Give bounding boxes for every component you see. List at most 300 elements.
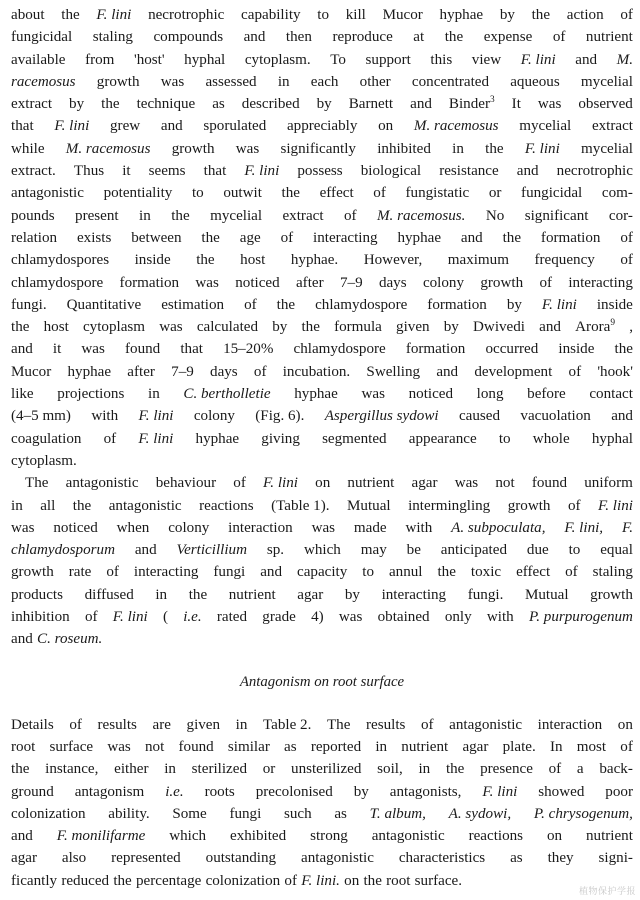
word: mycelial: [210, 207, 263, 224]
word: of: [620, 252, 633, 269]
word: after: [127, 363, 155, 380]
word: interaction: [228, 519, 293, 536]
word: the: [485, 140, 504, 157]
word: i.e.: [183, 609, 202, 626]
word: rate: [68, 564, 92, 581]
word: formation: [405, 341, 466, 358]
word: in: [452, 140, 464, 157]
word: F. lini,: [564, 519, 604, 536]
word: fungi.: [11, 296, 47, 313]
word: grade: [262, 609, 296, 626]
word: like: [11, 386, 34, 403]
word: F. lini: [96, 7, 132, 23]
word: nutrient: [585, 828, 633, 845]
word: Barnett: [348, 96, 394, 113]
word: and: [243, 29, 266, 46]
word: similar: [227, 738, 270, 755]
word: they: [547, 850, 574, 867]
word: it: [52, 341, 62, 358]
word: ability.: [108, 805, 150, 822]
word: of: [421, 716, 434, 733]
word: extract: [11, 96, 53, 113]
word: of: [106, 564, 119, 581]
word: in: [375, 738, 388, 755]
word: F. lini: [112, 609, 148, 626]
word: reactions: [468, 828, 524, 845]
text-line: [11, 182, 633, 204]
word: long: [476, 386, 504, 403]
word: hyphal: [591, 430, 633, 447]
word: concentrated: [411, 73, 490, 90]
word: hyphae: [397, 229, 442, 246]
word: F. lini: [597, 497, 633, 514]
text-line: [11, 138, 633, 160]
word: are: [152, 716, 171, 733]
word: and: [160, 118, 183, 135]
word: the: [614, 341, 633, 358]
word: F. lini: [541, 296, 577, 313]
word: M.: [616, 51, 633, 68]
word: extract.: [11, 163, 56, 180]
word: the: [276, 296, 296, 313]
word: while: [11, 140, 45, 157]
word: characteristics: [398, 850, 486, 867]
word: after: [295, 274, 324, 291]
word: the: [61, 7, 80, 23]
word: Swelling: [366, 363, 421, 380]
word: was: [361, 386, 385, 403]
word: reproduce: [332, 29, 393, 46]
word: reduced: [61, 872, 110, 889]
word: interacting: [133, 564, 199, 581]
word: anticipated: [440, 542, 507, 559]
word: F. lini: [524, 140, 560, 157]
word: back-: [599, 761, 633, 778]
word: cytoplasm.: [244, 51, 311, 68]
word: products: [11, 586, 63, 603]
word: 15–20%: [223, 341, 274, 358]
word: growth: [590, 586, 633, 603]
word: significant: [524, 207, 589, 224]
word: of: [620, 738, 633, 755]
word: Arora$^9$: [575, 318, 616, 336]
word: found: [178, 738, 214, 755]
word: nutrient: [228, 586, 276, 603]
word: the: [363, 872, 382, 889]
word: ground: [11, 783, 54, 800]
word: P. chrysogenum,: [533, 805, 633, 822]
word: growth: [480, 274, 524, 291]
word: observed: [578, 96, 633, 113]
word: i.e.: [165, 783, 184, 800]
word: whole: [532, 430, 570, 447]
word: the: [188, 586, 208, 603]
word: formula: [334, 319, 382, 336]
word: only: [444, 609, 472, 626]
word: equal: [600, 542, 633, 559]
word: calculated: [196, 319, 259, 336]
word: cytoplasm: [82, 319, 146, 336]
word: (Table 1).: [271, 497, 330, 514]
word: inside: [596, 296, 633, 313]
word: coagulation: [11, 430, 82, 447]
text-line: [11, 26, 633, 48]
word: the: [72, 497, 92, 514]
word: 7–9: [339, 274, 363, 291]
word: noticed: [235, 274, 280, 291]
text-line: [11, 539, 633, 561]
word: hyphal: [184, 51, 226, 68]
word: nutrient: [401, 738, 449, 755]
word: staling: [592, 564, 633, 581]
word: technique: [136, 96, 196, 113]
word: obtained: [377, 609, 430, 626]
word: was: [195, 274, 219, 291]
word: this: [430, 51, 453, 68]
text-line: [11, 249, 633, 271]
word: instance,: [45, 761, 99, 778]
word: and: [11, 828, 33, 845]
word: action: [566, 7, 604, 23]
word: (4–5 mm): [11, 408, 71, 425]
word: by: [316, 96, 332, 113]
word: inhibited: [377, 140, 431, 157]
word: was: [11, 519, 35, 536]
text-line: [11, 71, 633, 93]
word: fungi: [229, 805, 262, 822]
word: in: [139, 207, 151, 224]
word: Some: [172, 805, 207, 822]
word: the: [171, 207, 190, 224]
text-line: [11, 606, 633, 628]
word: antagonists,: [389, 783, 462, 800]
word: Dwivedi: [473, 319, 525, 336]
word: F. lini: [482, 783, 518, 800]
word: and: [11, 341, 33, 358]
word: and: [260, 564, 283, 581]
word: by: [443, 319, 459, 336]
word: antagonistic: [11, 185, 84, 202]
reference-superscript: 9: [610, 318, 616, 329]
word: to: [191, 185, 204, 202]
word: present: [75, 207, 119, 224]
text-line: [11, 472, 633, 494]
word: with: [91, 408, 119, 425]
text-line: [11, 517, 633, 539]
word: segmented: [322, 430, 387, 447]
word: and: [611, 408, 633, 425]
word: showed: [538, 783, 585, 800]
text-line: [11, 227, 633, 249]
word: that: [203, 163, 227, 180]
word: the: [301, 319, 320, 336]
text-line: [11, 758, 633, 780]
word: T. album,: [369, 805, 426, 822]
word: roots: [204, 783, 235, 800]
word: of: [284, 872, 297, 889]
word: nutrient: [585, 29, 633, 46]
word: to: [317, 7, 330, 23]
word: to: [498, 430, 511, 447]
word: either: [114, 761, 149, 778]
word: found: [125, 341, 161, 358]
word: development: [474, 363, 553, 380]
word: before: [527, 386, 566, 403]
word: was: [311, 519, 336, 536]
word: extract: [282, 207, 324, 224]
word: which: [303, 542, 341, 559]
word: necrotrophic: [556, 163, 633, 180]
page: [11, 4, 633, 892]
word: or: [488, 185, 502, 202]
word: F. lini: [138, 430, 174, 447]
word: M. racemosus: [413, 118, 499, 135]
section-heading: Antagonism on root surface: [239, 673, 405, 690]
word: hyphae: [67, 363, 112, 380]
text-line: [11, 495, 633, 517]
word: Thus: [73, 163, 105, 180]
word: of: [548, 761, 562, 778]
word: results: [97, 716, 137, 733]
word: from: [85, 51, 115, 68]
text-line: [11, 405, 633, 427]
word: about: [11, 7, 45, 23]
word: that: [11, 118, 34, 135]
word: noticed: [408, 386, 454, 403]
word: inside: [134, 252, 171, 269]
word: incubation.: [282, 363, 351, 380]
word: it: [122, 163, 131, 180]
word: cor-: [608, 207, 633, 224]
word: by: [506, 296, 522, 313]
word: assessed: [205, 73, 257, 90]
word: such: [284, 805, 312, 822]
word: colony: [422, 274, 465, 291]
word: growth: [96, 73, 140, 90]
word: reported: [310, 738, 362, 755]
text-line: [11, 825, 633, 847]
word: vacuolation: [520, 408, 591, 425]
word: or: [262, 761, 276, 778]
word: percentage: [135, 872, 202, 889]
word: hyphae: [294, 386, 338, 403]
word: behaviour: [155, 475, 217, 492]
word: relation: [11, 229, 58, 246]
word: chlamydospore: [11, 274, 104, 291]
word: may: [360, 542, 387, 559]
word: expense: [483, 29, 533, 46]
word: fungistatic: [405, 185, 470, 202]
word: due: [526, 542, 549, 559]
word: The: [326, 716, 351, 733]
word: in: [235, 716, 248, 733]
word: as: [212, 96, 225, 113]
word: compounds: [153, 29, 224, 46]
text-line: [11, 294, 633, 316]
word: Aspergillus sydowi: [324, 408, 439, 425]
word: agar: [462, 738, 489, 755]
word: 4): [311, 609, 324, 626]
word: with: [486, 609, 514, 626]
word: and: [436, 363, 459, 380]
word: extract: [591, 118, 633, 135]
word: nutrient: [347, 475, 395, 492]
word: not: [495, 475, 515, 492]
word: growth: [171, 140, 215, 157]
word: However,: [363, 252, 423, 269]
word: noticed: [53, 519, 98, 536]
word: the: [502, 229, 522, 246]
word: 'hook': [597, 363, 633, 380]
word: the: [201, 229, 220, 246]
text-line: [11, 93, 633, 115]
word: agar: [11, 850, 37, 867]
word: colonization: [205, 872, 281, 889]
word: 7–9: [171, 363, 194, 380]
word: toxic: [470, 564, 502, 581]
word: and: [410, 96, 432, 113]
word: root: [11, 738, 36, 755]
word: necrotrophic: [148, 7, 225, 23]
word: uniform: [584, 475, 633, 492]
word: interacting: [313, 229, 378, 246]
word: of: [620, 229, 633, 246]
word: outwit: [223, 185, 262, 202]
word: be: [406, 542, 421, 559]
word: on: [617, 716, 633, 733]
word: annul: [388, 564, 423, 581]
word: antagonistic: [449, 716, 523, 733]
word: by: [353, 783, 369, 800]
word: and: [460, 229, 483, 246]
paragraph-3: [11, 714, 633, 892]
word: chlamydospore: [293, 341, 386, 358]
word: inhibition: [11, 609, 70, 626]
word: The: [25, 475, 49, 492]
word: colony: [168, 519, 210, 536]
word: effect: [516, 564, 551, 581]
word: by: [499, 7, 515, 23]
word: interacting: [381, 586, 447, 603]
word: Verticillium: [176, 542, 247, 559]
word: other: [359, 73, 391, 90]
word: mycelial: [519, 118, 572, 135]
word: capacity: [297, 564, 348, 581]
word: then: [285, 29, 312, 46]
word: found: [531, 475, 568, 492]
word: appearance: [408, 430, 477, 447]
word: surface: [49, 738, 94, 755]
word: chlamydosporum: [11, 542, 115, 559]
word: hyphae.: [290, 252, 339, 269]
word: sporulated: [203, 118, 267, 135]
word: given: [396, 319, 430, 336]
word: between: [131, 229, 182, 246]
word: the: [101, 96, 120, 113]
word: the: [196, 252, 215, 269]
word: the: [11, 319, 30, 336]
word: projections: [57, 386, 125, 403]
text-line: [11, 272, 633, 294]
word: mycelial: [580, 73, 633, 90]
word: in: [155, 586, 168, 603]
word: F. lini.: [301, 872, 340, 889]
text-line: [11, 736, 633, 758]
word: most: [576, 738, 607, 755]
word: of: [244, 296, 257, 313]
word: It: [511, 96, 521, 113]
word: antagonism: [74, 783, 145, 800]
word: aqueous: [510, 73, 560, 90]
text-line: [11, 205, 633, 227]
word: on: [315, 475, 331, 492]
word: fungi: [213, 564, 246, 581]
word: Details: [11, 716, 54, 733]
word: and: [134, 542, 157, 559]
word: host: [43, 319, 69, 336]
word: at: [413, 29, 425, 46]
word: a: [576, 761, 584, 778]
word: of: [552, 29, 566, 46]
word: possess: [297, 163, 343, 180]
word: diffused: [84, 586, 134, 603]
word: made: [353, 519, 387, 536]
word: Mutual: [524, 586, 569, 603]
word: the: [531, 7, 551, 23]
word: when: [116, 519, 150, 536]
word: contact: [589, 386, 633, 403]
word: precolonised: [255, 783, 333, 800]
word: the: [437, 564, 456, 581]
word: inside: [558, 341, 595, 358]
word: pounds: [11, 207, 55, 224]
word: significantly: [280, 140, 356, 157]
word: not: [145, 738, 165, 755]
word: fungi.: [467, 586, 504, 603]
word: F. lini: [244, 163, 280, 180]
word: formation: [119, 274, 180, 291]
word: of: [84, 609, 98, 626]
word: (: [162, 609, 168, 626]
word: was: [454, 475, 479, 492]
word: as: [334, 805, 347, 822]
word: to: [362, 564, 374, 581]
word: given: [186, 716, 221, 733]
word: that: [180, 341, 203, 358]
word: represented: [111, 850, 181, 867]
word: and: [11, 631, 33, 648]
word: giving: [261, 430, 300, 447]
word: of: [568, 363, 582, 380]
word: poor: [605, 783, 633, 800]
word: of: [373, 185, 386, 202]
word: ,: [629, 319, 633, 336]
word: was: [537, 96, 562, 113]
word: growth: [507, 497, 551, 514]
word: staling: [92, 29, 133, 46]
word: colony: [193, 408, 235, 425]
word: sterilized: [191, 761, 247, 778]
word: exists: [76, 229, 112, 246]
text-line: [11, 115, 633, 137]
word: C. bertholletie: [183, 386, 271, 403]
word: in: [164, 761, 176, 778]
word: exhibited: [230, 828, 287, 845]
text-line: [11, 383, 633, 405]
word: caused: [458, 408, 501, 425]
paragraph-1: [11, 4, 633, 472]
word: interacting: [568, 274, 633, 291]
